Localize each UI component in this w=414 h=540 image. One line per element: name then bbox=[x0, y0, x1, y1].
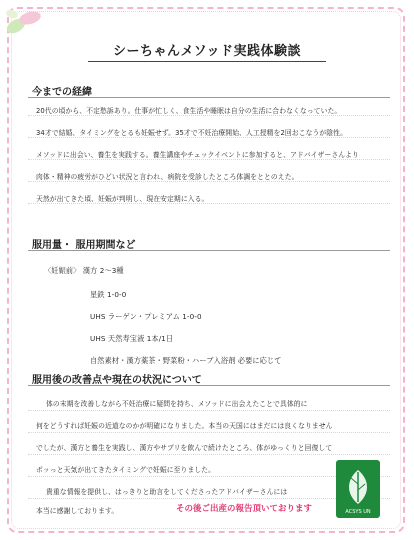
leaf-decoration-icon bbox=[2, 4, 48, 40]
dosage-line: 星鉄 1-0-0 bbox=[90, 290, 127, 299]
after-line: 貴重な情報を提供し、はっきりと助言をしてくださったアドバイザーさんには bbox=[46, 488, 288, 496]
ruled-line bbox=[28, 137, 390, 138]
history-line: 肉体・精神の疲労がひどい状況と言われ、病院を受診したところ体調をととのえた。 bbox=[36, 173, 299, 181]
history-line: メソッドに出会い、養生を実践する。養生講座やチェックイベントに参加すると、アドバイザーさんより bbox=[36, 151, 359, 159]
after-line: ポッっと天気が出てきたタイミングで妊娠に至りました。 bbox=[36, 466, 216, 474]
history-line: 天然が出てきた頃、妊娠が判明し、現在安定期に入る。 bbox=[36, 195, 209, 203]
section-heading-after: 服用後の改善点や現在の状況について bbox=[30, 371, 204, 386]
ruled-line bbox=[28, 181, 390, 182]
ruled-line bbox=[28, 203, 390, 204]
dosage-line: 〈妊娠前〉 漢方 2〜3種 bbox=[44, 266, 124, 275]
ruled-line bbox=[28, 454, 390, 455]
title-underline bbox=[88, 61, 326, 62]
section-divider bbox=[28, 250, 390, 251]
dosage-line: UHS 天然寿宝液 1本/1日 bbox=[90, 334, 174, 343]
ruled-line bbox=[28, 410, 390, 411]
section-divider bbox=[28, 97, 390, 98]
ruled-line bbox=[28, 432, 390, 433]
dosage-line: 自然素材・漢方薬茶・野菜粉・ハーブ入浴剤 必要に応じて bbox=[90, 356, 282, 365]
history-line: 20代の頃から、不定愁訴あり。仕事が忙しく、食生活や睡眠は自分の生活に合わなくなっていた。 bbox=[36, 107, 342, 115]
ruled-line bbox=[28, 159, 390, 160]
after-line: 本当に感謝しております。 bbox=[36, 507, 119, 515]
after-line: でしたが、漢方と養生を実践し、漢方やサプリを飲んで続けたところ、体がゆっくりと回復して bbox=[36, 444, 333, 452]
section-divider bbox=[28, 385, 390, 386]
svg-text:ACSYS UN: ACSYS UN bbox=[345, 509, 371, 515]
section-heading-dosage: 服用量・ 服用期間など bbox=[30, 236, 137, 251]
acsys-logo-icon bbox=[336, 460, 380, 518]
page-title: シーちゃんメソッド実践体験談 bbox=[113, 44, 301, 59]
dosage-line: UHS ラーゲン・プレミアム 1-0-0 bbox=[90, 312, 202, 321]
footer-note: その後ご出産の報告頂いております bbox=[176, 504, 313, 514]
section-heading-history: 今までの経緯 bbox=[30, 83, 94, 98]
after-line: 何をどうすれば妊娠の近道なのかが明確になりました。本当の天国にはまだには良くなりません bbox=[36, 422, 333, 430]
after-line: 体の末期を改善しながら不妊治療に疑問を持ち、メソッドに出会えたことで具体的に bbox=[46, 400, 308, 408]
ruled-line bbox=[28, 115, 390, 116]
history-line: 34才で結婚、タイミングをとるも妊娠せず。35才で不妊治療開始、人工授精を2回おこなうが陰性。 bbox=[36, 129, 347, 137]
